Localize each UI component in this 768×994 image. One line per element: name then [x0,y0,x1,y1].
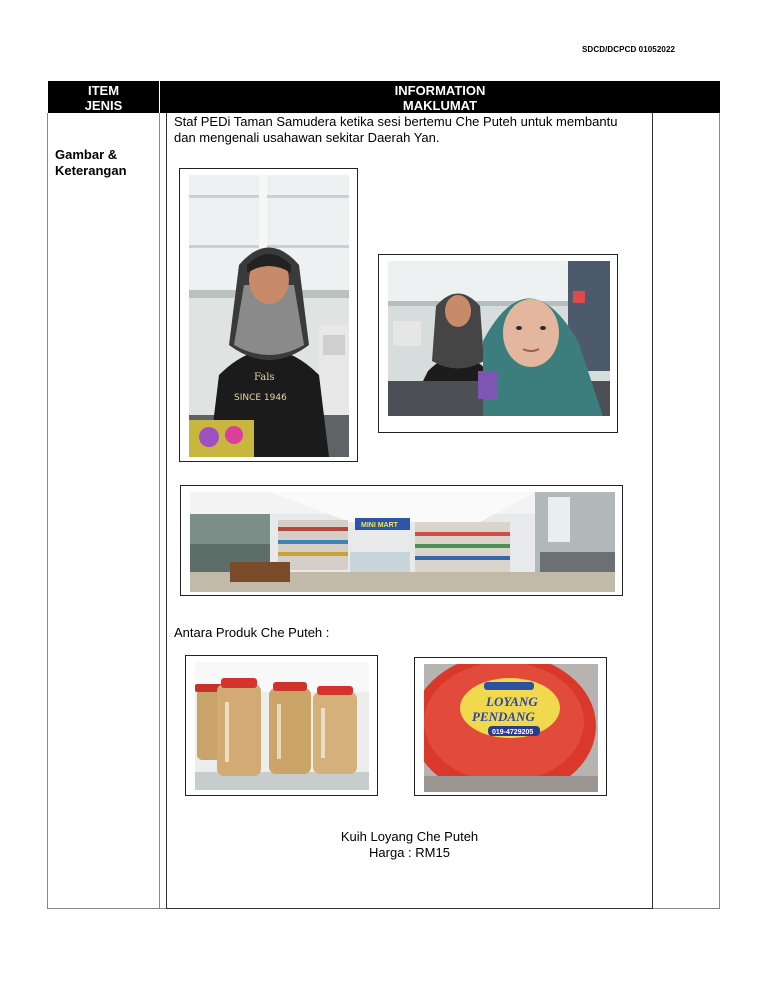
product-price: Harga : RM15 [369,845,450,860]
photo-cookie-jars [185,655,378,796]
jar-label-bottom: PENDANG [472,709,535,724]
document-code: SDCD/DCPCD 01052022 [582,45,676,54]
shirt-text-1: Fals [254,372,275,383]
header-item-en: ITEM [87,83,120,98]
header-info-cell [160,81,720,113]
header-info-ms: MAKLUMAT [402,98,478,113]
photo-caption: Staf PEDi Taman Samudera ketika sesi bertemu Che Puteh untuk membantu dan mengenali usahawan sekitar Daerah Yan. [174,114,618,145]
photo-owner-counter [179,168,358,462]
header-item-cell [48,81,159,113]
row-label-line2: Keterangan [55,163,127,178]
jar-group [195,678,357,776]
jar-label-top: LOYANG [486,694,538,709]
product-info [166,829,653,861]
photo-selfie [378,254,618,433]
product-name: Kuih Loyang Che Puteh [340,829,479,844]
header-item-ms: JENIS [84,98,123,113]
shirt-text-2: SINCE 1946 [234,393,287,403]
row-label-line1: Gambar & [55,147,118,162]
photo-shop-panorama [180,485,623,596]
shop-sign: MINI MART [361,522,398,529]
products-heading: Antara Produk Che Puteh : [174,625,330,640]
photo-jar-lid [414,657,607,796]
header-info-en: INFORMATION [394,83,486,98]
row-label [55,147,127,179]
column-divider [159,113,160,909]
jar-phone: 019-4729205 [492,729,534,736]
